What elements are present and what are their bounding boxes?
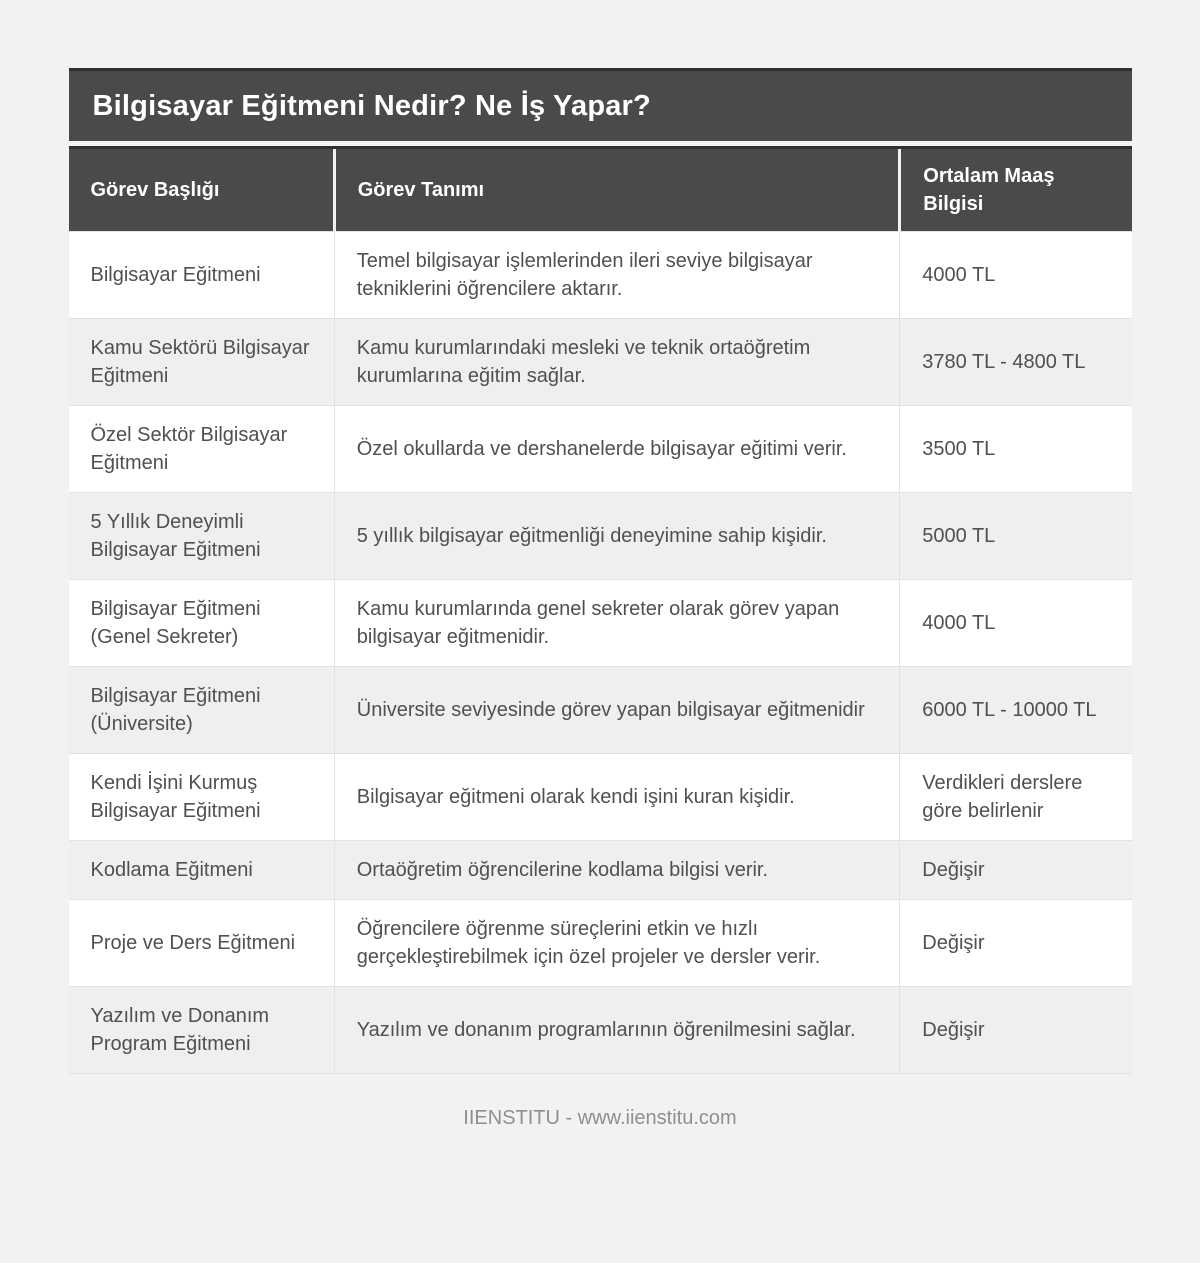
table-body: [69, 232, 1132, 1074]
table-row: [69, 232, 1132, 319]
job-description-cell: Üniversite seviyesinde görev yapan bilgisayar eğitmenidir: [334, 667, 900, 754]
column-header-job-description: Görev Tanımı: [334, 148, 900, 232]
job-description-cell: 5 yıllık bilgisayar eğitmenliği deneyimine sahip kişidir.: [334, 493, 900, 580]
footer-credit: IIENSTITU - www.iienstitu.com: [463, 1107, 737, 1129]
table-header: [69, 148, 1132, 232]
column-header-salary-info: Ortalam Maaş Bilgisi: [900, 148, 1132, 232]
job-description-cell: Bilgisayar eğitmeni olarak kendi işini kuran kişidir.: [334, 754, 900, 841]
table-row: [69, 900, 1132, 987]
salary-cell: Verdikleri derslere göre belirlenir: [900, 754, 1132, 841]
table-row: [69, 493, 1132, 580]
salary-cell: 3500 TL: [900, 406, 1132, 493]
job-description-cell: Öğrencilere öğrenme süreçlerini etkin ve hızlı gerçekleştirebilmek için özel projeler ve dersler verir.: [334, 900, 900, 987]
job-title-cell: Kamu Sektörü Bilgisayar Eğitmeni: [69, 319, 335, 406]
job-title-cell: Özel Sektör Bilgisayar Eğitmeni: [69, 406, 335, 493]
table-row: [69, 319, 1132, 406]
job-description-cell: Kamu kurumlarında genel sekreter olarak görev yapan bilgisayar eğitmenidir.: [334, 580, 900, 667]
salary-cell: Değişir: [900, 987, 1132, 1074]
salary-cell: 4000 TL: [900, 580, 1132, 667]
job-title-cell: Kendi İşini Kurmuş Bilgisayar Eğitmeni: [69, 754, 335, 841]
job-info-card: [69, 68, 1132, 1074]
page-title: Bilgisayar Eğitmeni Nedir? Ne İş Yapar?: [69, 68, 1132, 141]
table-row: [69, 406, 1132, 493]
job-title-cell: Bilgisayar Eğitmeni (Üniversite): [69, 667, 335, 754]
table-row: [69, 667, 1132, 754]
salary-cell: Değişir: [900, 900, 1132, 987]
salary-cell: 4000 TL: [900, 232, 1132, 319]
job-description-cell: Kamu kurumlarındaki mesleki ve teknik ortaöğretim kurumlarına eğitim sağlar.: [334, 319, 900, 406]
job-description-cell: Ortaöğretim öğrencilerine kodlama bilgisi verir.: [334, 841, 900, 900]
job-title-cell: Yazılım ve Donanım Program Eğitmeni: [69, 987, 335, 1074]
salary-cell: 3780 TL - 4800 TL: [900, 319, 1132, 406]
job-title-cell: Bilgisayar Eğitmeni: [69, 232, 335, 319]
salary-cell: 6000 TL - 10000 TL: [900, 667, 1132, 754]
salary-cell: 5000 TL: [900, 493, 1132, 580]
job-title-cell: 5 Yıllık Deneyimli Bilgisayar Eğitmeni: [69, 493, 335, 580]
job-title-cell: Kodlama Eğitmeni: [69, 841, 335, 900]
job-title-cell: Bilgisayar Eğitmeni (Genel Sekreter): [69, 580, 335, 667]
job-description-cell: Özel okullarda ve dershanelerde bilgisayar eğitimi verir.: [334, 406, 900, 493]
table-row: [69, 580, 1132, 667]
salary-cell: Değişir: [900, 841, 1132, 900]
job-title-cell: Proje ve Ders Eğitmeni: [69, 900, 335, 987]
job-description-cell: Temel bilgisayar işlemlerinden ileri seviye bilgisayar tekniklerini öğrencilere aktarır.: [334, 232, 900, 319]
column-header-job-title: Görev Başlığı: [69, 148, 335, 232]
table-row: [69, 841, 1132, 900]
jobs-table: [69, 146, 1132, 1074]
table-row: [69, 754, 1132, 841]
table-header-row: [69, 148, 1132, 232]
table-row: [69, 987, 1132, 1074]
job-description-cell: Yazılım ve donanım programlarının öğrenilmesini sağlar.: [334, 987, 900, 1074]
